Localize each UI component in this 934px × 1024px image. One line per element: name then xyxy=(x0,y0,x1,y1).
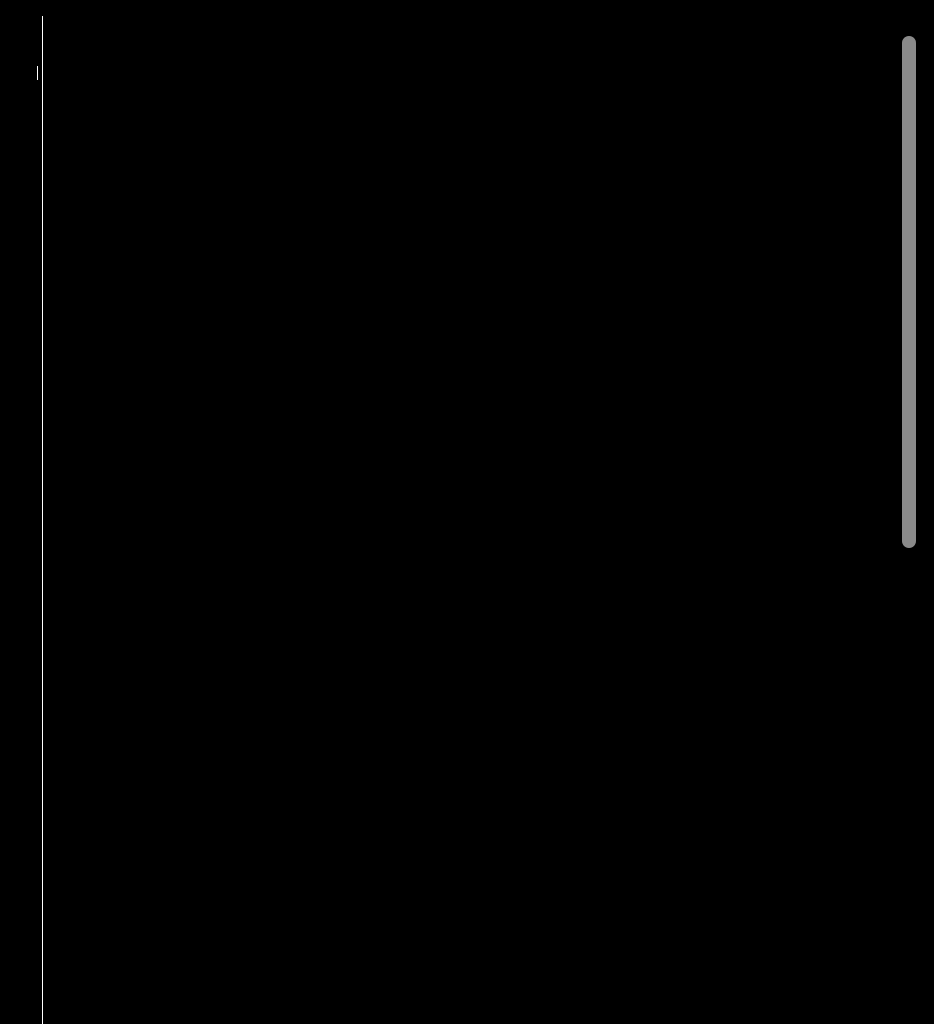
col-header-f[interactable] xyxy=(670,0,764,16)
col-header-d[interactable] xyxy=(484,0,576,16)
grid-left-border xyxy=(42,16,43,1024)
column-header-bar xyxy=(0,0,934,16)
col-header-g[interactable] xyxy=(764,0,866,16)
col-header-e[interactable] xyxy=(576,0,670,16)
col-header-c[interactable] xyxy=(391,0,484,16)
col-header-h[interactable] xyxy=(866,0,934,16)
corner-cell xyxy=(0,0,42,16)
row4-marker xyxy=(37,66,38,80)
col-header-b[interactable] xyxy=(42,0,391,16)
vertical-scrollbar[interactable] xyxy=(902,36,916,548)
